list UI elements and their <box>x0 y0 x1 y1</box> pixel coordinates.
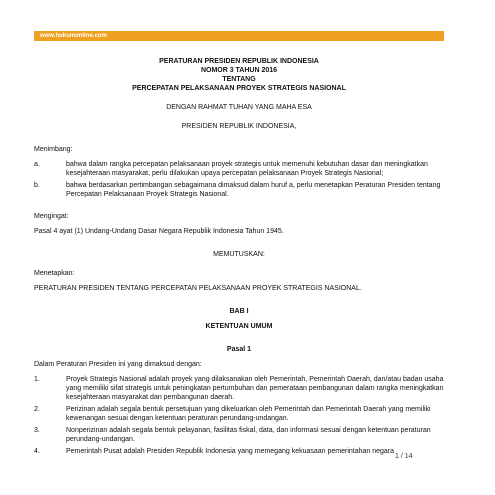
menetapkan-label: Menetapkan: <box>34 270 75 277</box>
pasal-marker: 1. <box>34 376 40 383</box>
rahmat-line: DENGAN RAHMAT TUHAN YANG MAHA ESA <box>166 104 312 111</box>
bab-title: KETENTUAN UMUM <box>205 323 273 330</box>
mengingat-label: Mengingat: <box>34 213 69 220</box>
menimbang-text: bahwa dalam rangka percepatan pelaksanaan proyek strategis untuk memenuhi kebutuhan dasar dan meningkatkan kesejahteraan masyarakat, perlu dilakukan upaya percepatan pelaksanaan Proyek Strategis Nasional; <box>66 161 428 177</box>
header-bar <box>34 31 444 41</box>
menetapkan-text: PERATURAN PRESIDEN TENTANG PERCEPATAN PELAKSANAAN PROYEK STRATEGIS NASIONAL. <box>34 285 362 292</box>
pasal-intro: Dalam Peraturan Presiden ini yang dimaksud dengan: <box>34 361 202 368</box>
title-line-3: TENTANG <box>222 76 256 83</box>
title-line-2: NOMOR 3 TAHUN 2016 <box>200 67 278 74</box>
menimbang-item <box>34 160 444 178</box>
document-body <box>34 57 444 459</box>
pasal-text: Perizinan adalah segala bentuk persetujuan yang dikeluarkan oleh Pemerintah dan Pemerintah Daerah yang memiliki kewenangan sesuai dengan ketentuan peraturan perundang-undangan. <box>66 406 431 422</box>
menimbang-marker: b. <box>34 182 40 189</box>
menimbang-text: bahwa berdasarkan pertimbangan sebagaimana dimaksud dalam huruf a, perlu menetapkan Peraturan Presiden tentang Percepatan Pelaksanaan Proyek Strategis Nasional. <box>66 182 441 198</box>
mengingat-text: Pasal 4 ayat (1) Undang-Undang Dasar Negara Republik Indonesia Tahun 1945. <box>34 228 284 235</box>
menimbang-marker: a. <box>34 161 40 168</box>
pasal-marker: 2. <box>34 406 40 413</box>
menimbang-label: Menimbang: <box>34 146 73 153</box>
presiden-line: PRESIDEN REPUBLIK INDONESIA, <box>181 123 297 130</box>
title-line-1: PERATURAN PRESIDEN REPUBLIK INDONESIA <box>159 58 319 65</box>
title-line-4: PERCEPATAN PELAKSANAAN PROYEK STRATEGIS NASIONAL <box>132 85 346 92</box>
memutuskan-heading: MEMUTUSKAN: <box>213 251 265 258</box>
pasal-item <box>34 426 444 444</box>
pasal-title: Pasal 1 <box>226 346 252 353</box>
pasal-item <box>34 447 444 456</box>
pasal-text: Pemerintah Pusat adalah Presiden Republik Indonesia yang memegang kekuasaan pemerintahan negara <box>66 448 395 455</box>
site-name[interactable]: www.hukumonline.com <box>40 33 107 39</box>
pasal-marker: 3. <box>34 427 40 434</box>
menimbang-item <box>34 181 444 199</box>
pasal-text: Nonperizinan adalah segala bentuk pelayanan, fasilitas fiskal, data, dan informasi sesuai dengan ketentuan peraturan perundang-undangan. <box>66 427 431 443</box>
bab-number: BAB I <box>229 308 249 315</box>
pasal-item <box>34 375 444 402</box>
pasal-text: Proyek Strategis Nasional adalah proyek yang dilaksanakan oleh Pemerintah, Pemerintah Daerah, dan/atau badan usaha yang memiliki sifat strategis untuk peningkatan pertumbuhan dan pemerataan pembangunan dalam rangka meningkatkan kesejahteraan masyarakat dan pembangunan daerah. <box>66 376 444 401</box>
pasal-marker: 4. <box>34 448 40 455</box>
pasal-item <box>34 405 444 423</box>
page-number: 1 / 14 <box>395 453 413 460</box>
